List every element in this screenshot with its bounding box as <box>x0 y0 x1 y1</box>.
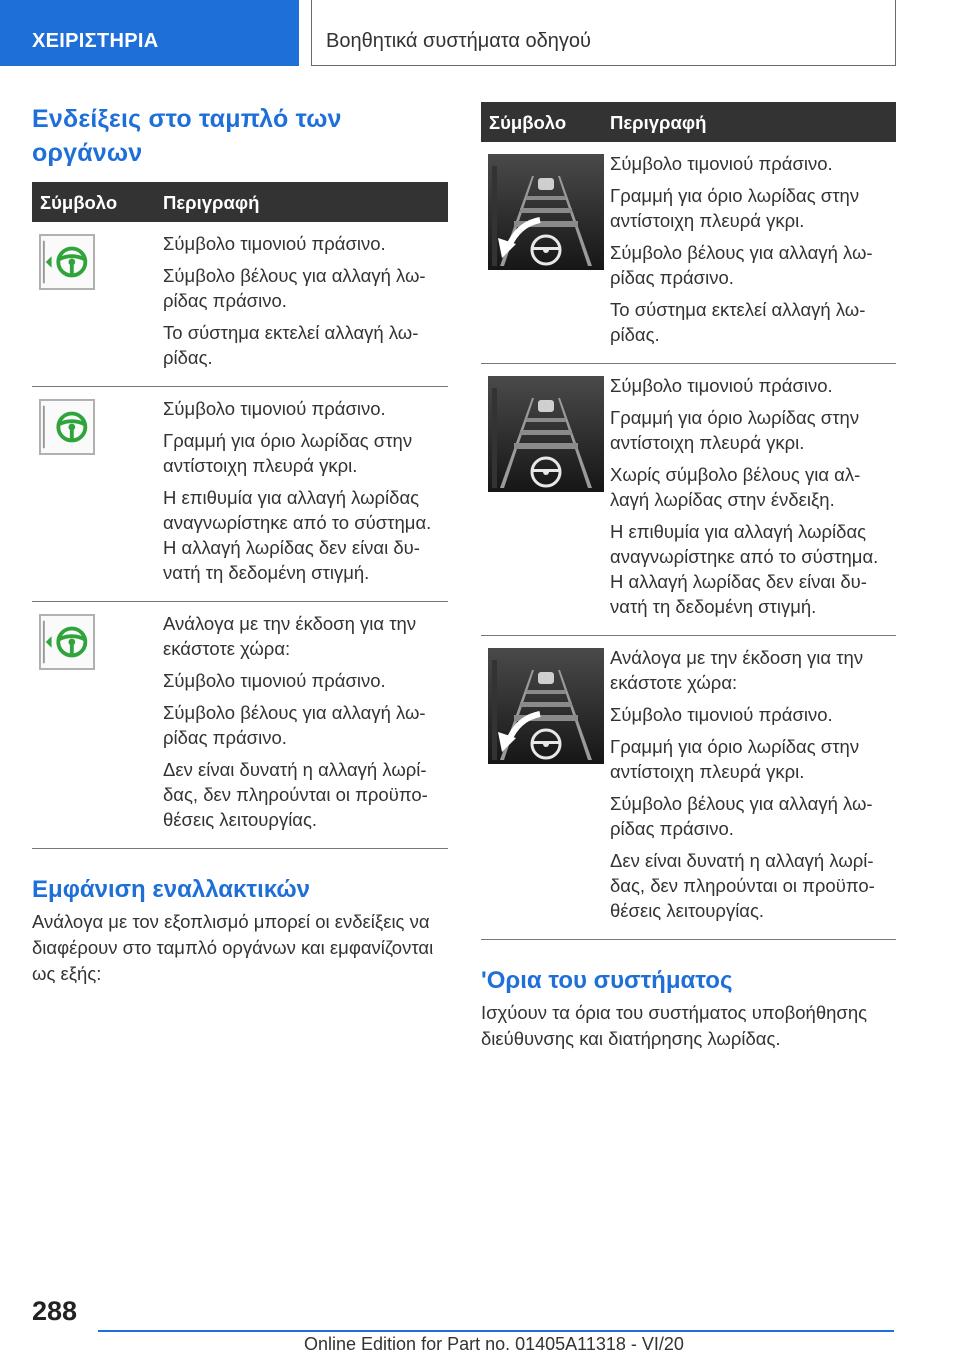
description-line: Σύμβολο τιμονιού πράσινο. <box>610 704 833 725</box>
left-column <box>32 102 448 987</box>
description-line: Σύμβολο τιμονιού πράσινο. <box>610 375 833 396</box>
symbol-cell <box>32 608 163 839</box>
section-title: Ενδείξεις στο ταμπλό των οργάνων <box>32 105 342 167</box>
description-line: Το σύστημα εκτελεί αλλαγή λω- ρίδας. <box>163 322 419 368</box>
description-line: Γραμμή για όριο λωρίδας στην αντίστοιχη πλευρά γκρι. <box>610 407 860 453</box>
alternatives-title: Εμφάνιση εναλλακτικών <box>32 876 310 903</box>
description-line: Το σύστημα εκτελεί αλλαγή λω- ρίδας. <box>610 299 866 345</box>
column-header-symbol: Σύμβολο <box>489 112 567 133</box>
description-line: Σύμβολο βέλους για αλλαγή λω- ρίδας πράσινο. <box>163 702 426 748</box>
page-header <box>0 0 960 66</box>
alternatives-text: Ανάλογα με τον εξοπλισμό μπορεί οι ενδείξεις να διαφέρουν στο ταμπλό οργάνων και εμφανίζονται ως εξής: <box>32 911 434 984</box>
description-line: Η επιθυμία για αλλαγή λωρίδας αναγνωρίστηκε από το σύστημα. Η αλλαγή λωρίδας δεν είναι δυ- νατή τη δεδομένη στιγμή. <box>610 521 879 617</box>
symbol-cell <box>32 228 163 377</box>
section-label: ΧΕΙΡΙΣΤΗΡΙΑ <box>32 30 159 52</box>
description-line: Γραμμή για όριο λωρίδας στην αντίστοιχη πλευρά γκρι. <box>163 430 413 476</box>
section-tab[interactable] <box>0 0 299 66</box>
table-row <box>32 602 448 849</box>
symbol-cell <box>481 370 610 626</box>
description-line: Σύμβολο τιμονιού πράσινο. <box>163 233 386 254</box>
chapter-box <box>311 0 896 66</box>
dashboard-lane-change-arrow-image <box>488 648 604 764</box>
table-row <box>481 364 896 636</box>
table-row <box>481 142 896 364</box>
column-header-symbol: Σύμβολο <box>40 192 118 213</box>
symbol-cell <box>481 148 610 354</box>
footer-divider <box>98 1330 894 1332</box>
system-limits-title: 'Ορια του συστήματος <box>481 967 733 994</box>
description-line: Σύμβολο βέλους για αλλαγή λω- ρίδας πράσινο. <box>610 242 873 288</box>
description-line: Δεν είναι δυνατή η αλλαγή λωρί- δας, δεν πληρούνται οι προϋπο- θέσεις λειτουργίας. <box>163 759 428 830</box>
description-line: Σύμβολο βέλους για αλλαγή λω- ρίδας πράσινο. <box>610 793 873 839</box>
description-line: Σύμβολο βέλους για αλλαγή λω- ρίδας πράσινο. <box>163 265 426 311</box>
table-row <box>481 636 896 940</box>
dashboard-lane-change-arrow-image <box>488 154 604 270</box>
system-limits-text: Ισχύουν τα όρια του συστήματος υποβοήθησης διεύθυνσης και διατήρησης λωρίδας. <box>481 1002 868 1049</box>
description-line: Σύμβολο τιμονιού πράσινο. <box>163 398 386 419</box>
description-line: Η επιθυμία για αλλαγή λωρίδας αναγνωρίστηκε από το σύστημα. Η αλλαγή λωρίδας δεν είναι δυ- νατή τη δεδομένη στιγμή. <box>163 487 432 583</box>
chapter-label: Βοηθητικά συστήματα οδηγού <box>326 30 591 52</box>
description-cell <box>163 228 448 377</box>
description-line: Σύμβολο τιμονιού πράσινο. <box>610 153 833 174</box>
column-header-description: Περιγραφή <box>610 112 707 133</box>
description-line: Ανάλογα με την έκδοση για την εκάστοτε χώρα: <box>610 647 864 693</box>
edition-text: Online Edition for Part no. 01405A11318 - VI/20 <box>304 1334 684 1354</box>
indicator-table-right <box>481 102 896 940</box>
dashboard-lane-line-image <box>488 376 604 492</box>
table-header <box>32 182 448 222</box>
steering-wheel-arrow-icon <box>39 614 95 670</box>
description-line: Γραμμή για όριο λωρίδας στην αντίστοιχη πλευρά γκρι. <box>610 736 860 782</box>
right-column <box>481 102 896 1052</box>
description-cell <box>163 393 448 592</box>
steering-wheel-arrow-icon <box>39 234 95 290</box>
symbol-cell <box>32 393 163 592</box>
description-cell <box>610 370 896 626</box>
page-number: 288 <box>32 1296 78 1326</box>
indicator-table-left <box>32 182 448 849</box>
table-row <box>32 387 448 602</box>
description-cell <box>610 642 896 930</box>
column-header-description: Περιγραφή <box>163 192 260 213</box>
description-line: Δεν είναι δυνατή η αλλαγή λωρί- δας, δεν πληρούνται οι προϋπο- θέσεις λειτουργίας. <box>610 850 875 921</box>
table-row <box>32 222 448 387</box>
table-header <box>481 102 896 142</box>
description-line: Ανάλογα με την έκδοση για την εκάστοτε χώρα: <box>163 613 417 659</box>
description-line: Χωρίς σύμβολο βέλους για αλ- λαγή λωρίδας στην ένδειξη. <box>610 464 861 510</box>
steering-wheel-lane-line-icon <box>39 399 95 455</box>
description-line: Γραμμή για όριο λωρίδας στην αντίστοιχη πλευρά γκρι. <box>610 185 860 231</box>
description-cell <box>610 148 896 354</box>
symbol-cell <box>481 642 610 930</box>
description-cell <box>163 608 448 839</box>
description-line: Σύμβολο τιμονιού πράσινο. <box>163 670 386 691</box>
